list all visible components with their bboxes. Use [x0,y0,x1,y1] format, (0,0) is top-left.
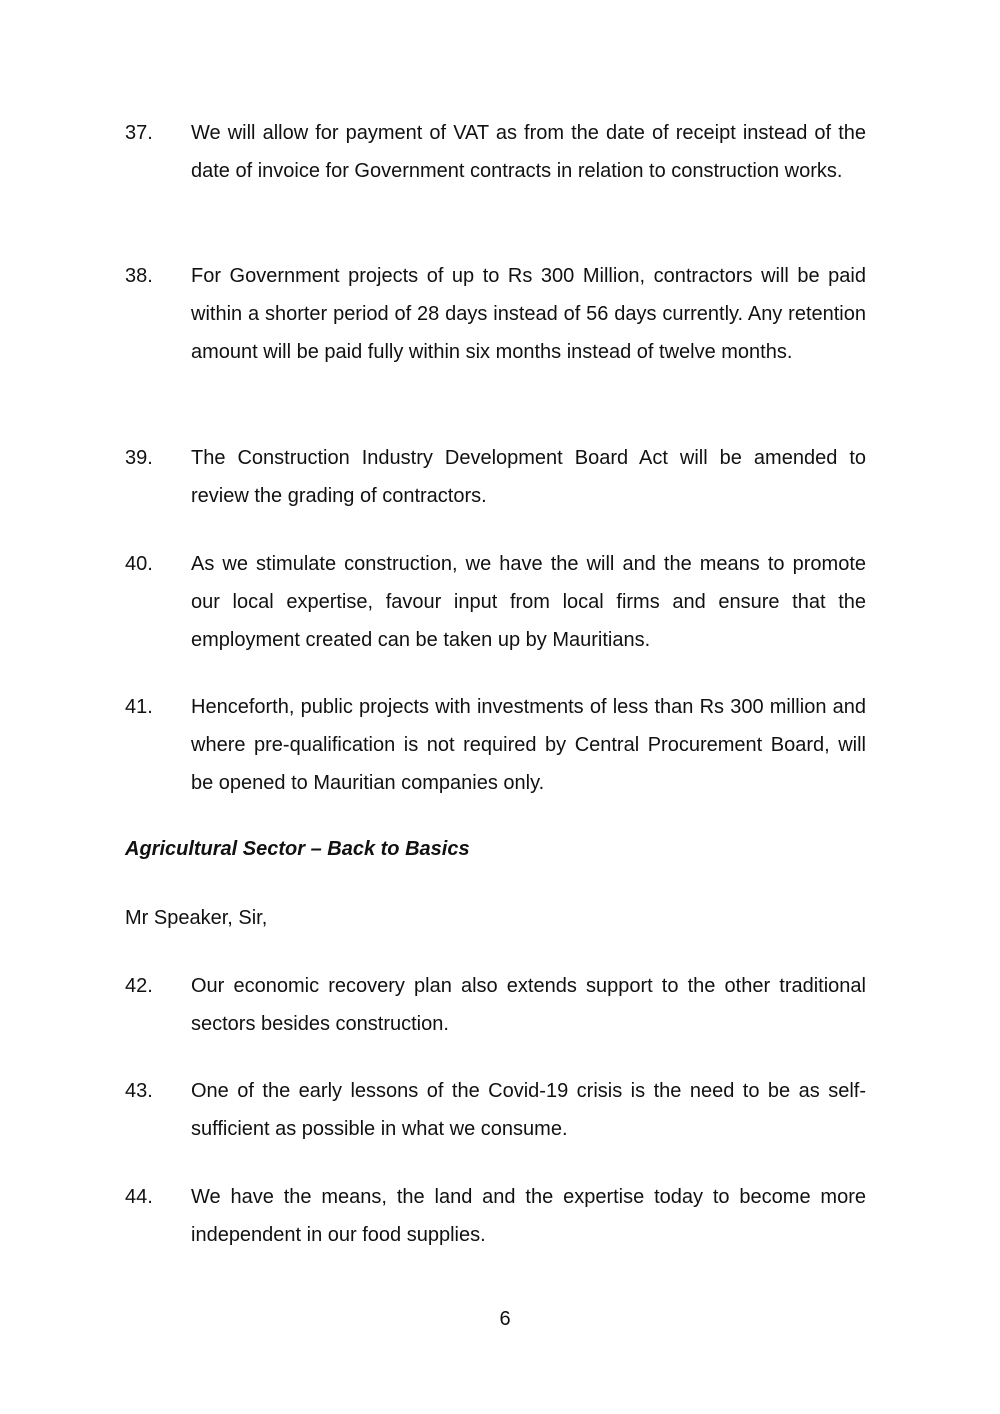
paragraph-text: For Government projects of up to Rs 300 Million, contractors will be paid within a shorter period of 28 days instead of 56 days currently. Any retention amount will be paid fully within six months instead of twelve months. [191,265,866,363]
paragraph-text: We have the means, the land and the expertise today to become more independent in our food supplies. [191,1186,866,1246]
paragraph-number: 39. [125,447,153,469]
paragraph-text: As we stimulate construction, we have the will and the means to promote our local expertise, favour input from local firms and ensure that the employment created can be taken up by Mauritians. [191,553,866,651]
page-number: 6 [499,1308,511,1330]
paragraph-37 [125,114,866,190]
paragraph-text: Our economic recovery plan also extends support to the other traditional sectors besides construction. [191,975,866,1035]
paragraph-number: 38. [125,265,153,287]
paragraph-text: Henceforth, public projects with investments of less than Rs 300 million and where pre-qualification is not required by Central Procurement Board, will be opened to Mauritian companies only. [191,696,866,794]
paragraph-42 [125,967,866,1043]
paragraph-44 [125,1178,866,1254]
paragraph-39 [125,439,866,515]
paragraph-number: 42. [125,975,153,997]
paragraph-number: 41. [125,696,153,718]
paragraph-number: 40. [125,553,153,575]
salutation: Mr Speaker, Sir, [125,907,268,929]
paragraph-number: 44. [125,1186,153,1208]
paragraph-text: We will allow for payment of VAT as from the date of receipt instead of the date of invoice for Government contracts in relation to construction works. [191,122,866,182]
paragraph-43 [125,1072,866,1148]
paragraph-number: 37. [125,122,153,144]
paragraph-number: 43. [125,1080,153,1102]
paragraph-38 [125,257,866,371]
paragraph-40 [125,545,866,659]
paragraph-text: The Construction Industry Development Board Act will be amended to review the grading of contractors. [191,447,866,507]
section-heading: Agricultural Sector – Back to Basics [125,838,470,860]
paragraph-41 [125,688,866,802]
paragraph-text: One of the early lessons of the Covid-19 crisis is the need to be as self-sufficient as possible in what we consume. [191,1080,866,1140]
